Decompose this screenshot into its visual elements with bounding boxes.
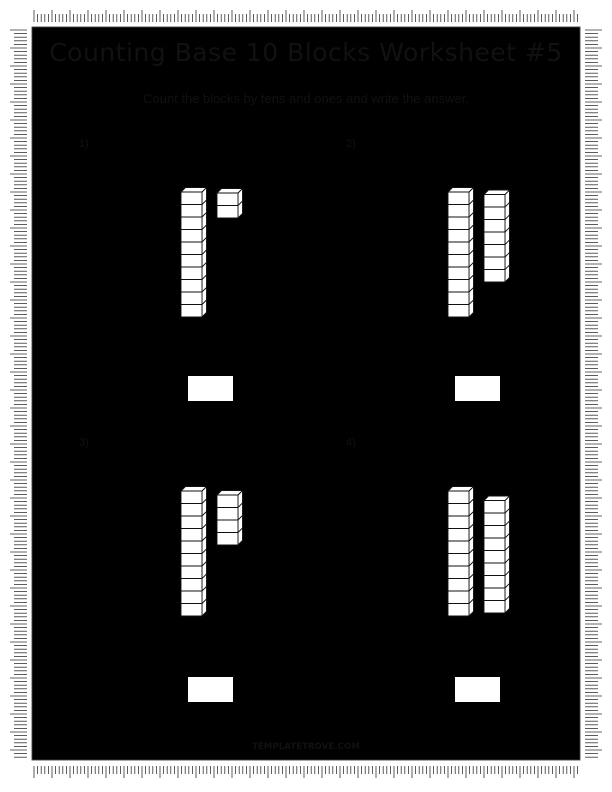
instructions: Count the blocks by tens and ones and write the answer. [143, 91, 469, 106]
footer-brand: TEMPLATETROVE.COM [252, 742, 360, 752]
problem-3-ten-rod [181, 487, 207, 617]
page-title: Counting Base 10 Blocks Worksheet #5 [49, 38, 563, 67]
problem-2-label: 2) [346, 138, 356, 150]
problem-1-ten-rod [181, 188, 207, 318]
problem-2-ten-rod [448, 188, 474, 318]
answer-box-4[interactable] [454, 676, 501, 703]
problem-4-ten-rod [448, 487, 474, 617]
problem-1-ones-stack [217, 189, 243, 219]
problem-1-label: 1) [79, 138, 89, 150]
problem-2-ones-stack [484, 190, 510, 282]
problem-3-ones-stack [217, 491, 243, 546]
answer-box-1[interactable] [187, 375, 234, 402]
problem-4-label: 4) [346, 437, 356, 449]
answer-box-3[interactable] [187, 676, 234, 703]
answer-box-2[interactable] [454, 375, 501, 402]
problem-3-label: 3) [79, 437, 89, 449]
problem-4-ones-stack [484, 496, 510, 613]
